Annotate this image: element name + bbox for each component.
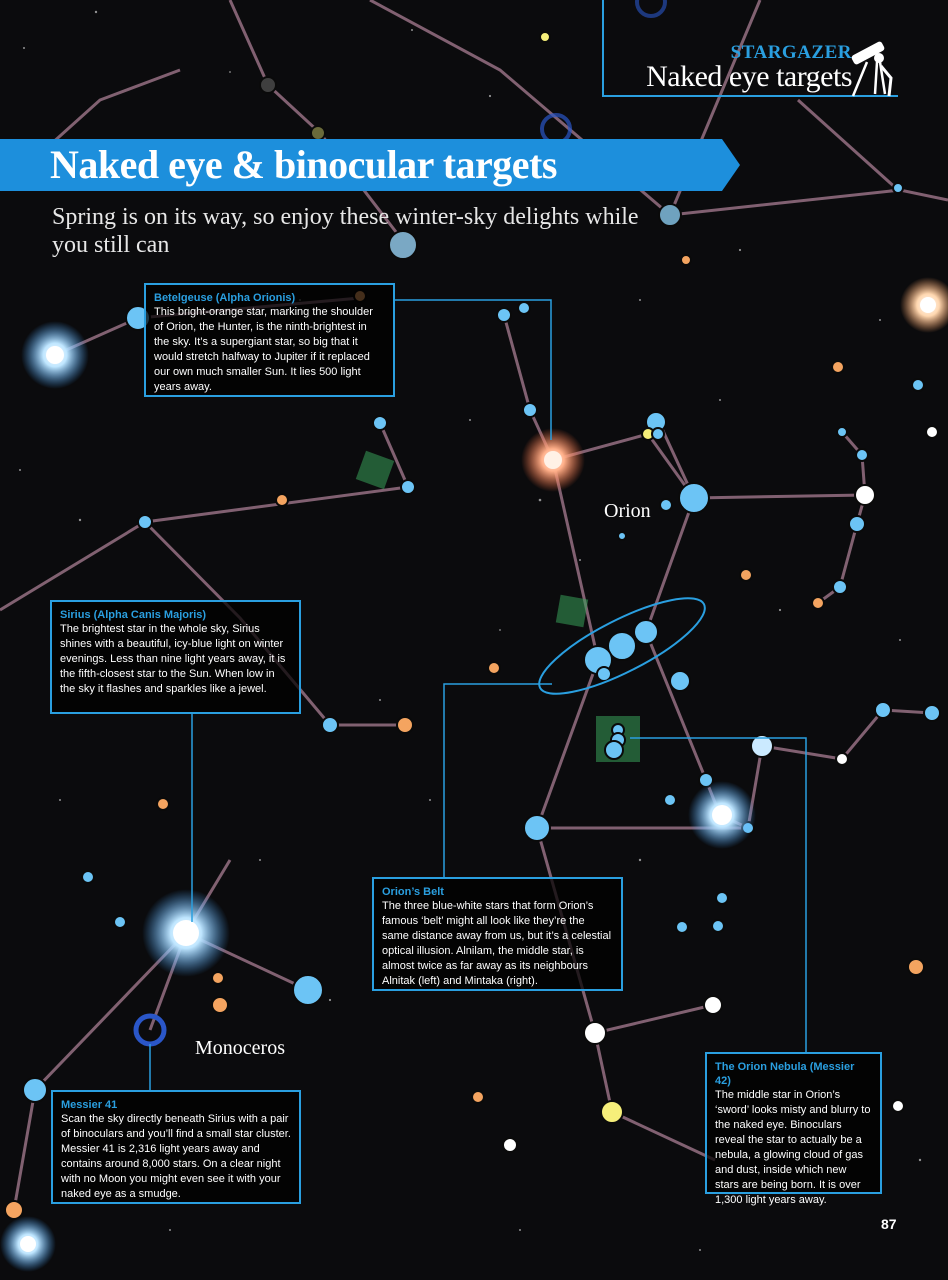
messier-41-heading: Messier 41 <box>61 1099 118 1111</box>
betelgeuse-text: This bright-orange star, marking the shoulder of Orion, the Hunter, is the ninth-brightest in the sky. It’s a supergiant star, so big that it would stretch halfway to Jupiter if it replaced our own much smaller Sun. It lies 500 light years away. <box>154 306 373 393</box>
sirius-heading: Sirius (Alpha Canis Majoris) <box>60 609 207 621</box>
telescope-icon <box>847 38 893 98</box>
section-label: STARGAZER <box>730 42 852 63</box>
orion-nebula-text: The middle star in Orion’s ‘sword’ looks misty and blurry to the naked eye. Binoculars reveal the star to actually be a nebula, a glowing cloud of gas and dust, inside which new stars are being born. It is over 1,300 light years away. <box>715 1089 871 1206</box>
label-orion: Orion <box>604 500 651 522</box>
orion-nebula-heading: The Orion Nebula (Messier 42) <box>715 1061 855 1087</box>
betelgeuse-box <box>144 283 395 397</box>
orions-belt-box <box>372 877 623 991</box>
sirius-text: The brightest star in the whole sky, Sirius shines with a beautiful, icy-blue light on winter evenings. Less than nine light years away, it is the fifth-closest star to the Sun. When low in the sky it flashes and sparkles like a jewel. <box>60 623 286 695</box>
orions-belt-text: The three blue-white stars that form Orion’s famous ‘belt’ might all look like they’re the same distance away from us, but it’s a celestial optical illusion. Alnilam, the middle star, is almost twice as far away as its neighbours Alnitak (left) and Mintaka (right). <box>382 900 612 987</box>
subtitle: Spring is on its way, so enjoy these winter-sky delights while you still can <box>52 204 639 258</box>
page-title: Naked eye & binocular targets <box>50 142 557 187</box>
sirius-box <box>50 600 301 714</box>
messier-41-text: Scan the sky directly beneath Sirius with a pair of binoculars and you’ll find a small star cluster. Messier 41 is 2,316 light years away and contains around 8,000 stars. On a clear night with no Moon you might even see it with your naked eye as a smudge. <box>61 1113 291 1200</box>
betelgeuse-heading: Betelgeuse (Alpha Orionis) <box>154 292 296 304</box>
section-title: Naked eye targets <box>646 60 852 93</box>
orion-nebula-box <box>705 1052 882 1206</box>
messier-41-box <box>51 1090 301 1204</box>
label-monoceros: Monoceros <box>195 1037 285 1059</box>
orions-belt-heading: Orion’s Belt <box>382 886 444 898</box>
page-number: 87 <box>881 1216 897 1232</box>
